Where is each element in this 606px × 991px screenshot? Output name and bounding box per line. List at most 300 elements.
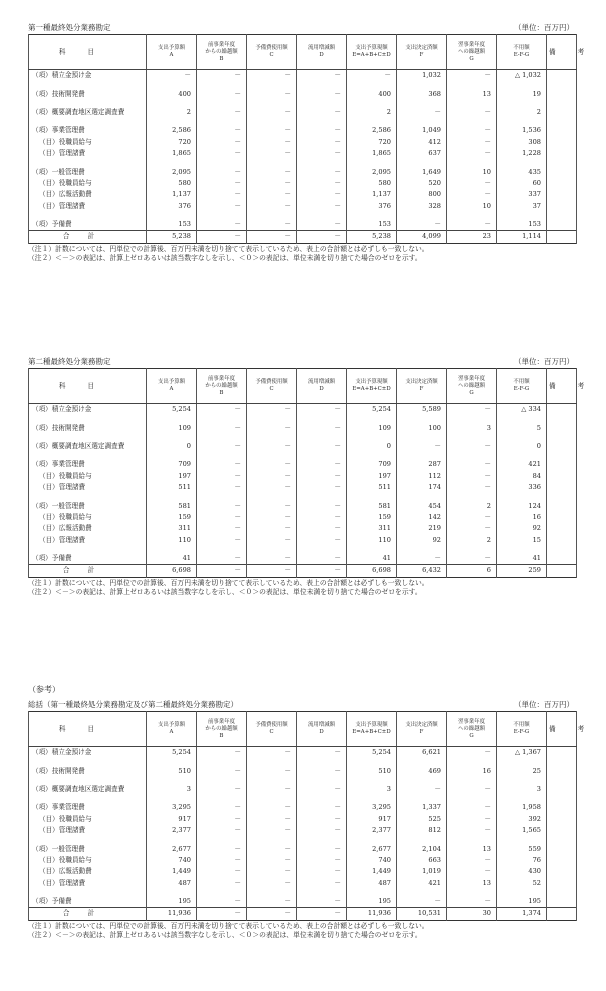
value-cell: － — [197, 512, 247, 523]
header-transfer — [297, 712, 347, 747]
value-cell: － — [447, 459, 497, 470]
header-carryover-in-text: 前事業年度 — [208, 375, 235, 382]
value-cell: － — [447, 784, 497, 795]
header-carryover-out-text: 翌事業年度 — [458, 375, 485, 382]
table-row — [29, 878, 577, 889]
value-cell: － — [297, 802, 347, 813]
value-cell: 5,254 — [347, 404, 397, 416]
value-cell: － — [447, 553, 497, 565]
notes — [28, 922, 576, 940]
header-carryover-in-text: からの繰越額 — [205, 48, 238, 55]
row-label: （項）事業管理費 — [29, 125, 147, 136]
value-cell: 5 — [497, 422, 547, 433]
row-label: （項）一般管理費 — [29, 500, 147, 511]
remarks-cell — [547, 908, 577, 920]
header-expenditure-text: F — [419, 729, 424, 735]
value-cell: － — [247, 422, 297, 433]
value-cell: 159 — [147, 512, 197, 523]
row-label: （項）概要調査地区選定調査費 — [29, 107, 147, 118]
table-caption — [28, 22, 576, 34]
value-cell: － — [247, 70, 297, 82]
table-row — [29, 482, 577, 493]
row-label: （項）一般管理費 — [29, 166, 147, 177]
header-budget-text: A — [169, 729, 174, 735]
value-cell: 2 — [347, 107, 397, 118]
value-cell: 3 — [147, 784, 197, 795]
value-cell: 328 — [397, 201, 447, 212]
value-cell: 13 — [447, 843, 497, 854]
value-cell: 5,254 — [347, 747, 397, 759]
total-value: － — [197, 565, 247, 577]
remarks-cell — [547, 855, 577, 866]
row-label: （項）事業管理費 — [29, 802, 147, 813]
remarks-cell — [547, 178, 577, 189]
total-value: － — [197, 231, 247, 243]
header-carryover-in-text: 前事業年度 — [208, 718, 235, 725]
header-expenditure — [397, 35, 447, 70]
value-cell: － — [297, 814, 347, 825]
value-cell: 0 — [497, 441, 547, 452]
value-cell: 100 — [397, 422, 447, 433]
reference-heading: （参考） — [28, 685, 60, 694]
value-cell: － — [397, 896, 447, 908]
header-current-budget — [347, 712, 397, 747]
row-label: （目）広報活動費 — [29, 523, 147, 534]
header-remarks — [547, 712, 606, 747]
value-cell: － — [197, 137, 247, 148]
value-cell: － — [247, 765, 297, 776]
value-cell: － — [297, 843, 347, 854]
header-expenditure-text: 支出決定済額 — [405, 722, 438, 728]
value-cell: － — [447, 125, 497, 136]
value-cell: 124 — [497, 500, 547, 511]
table-row — [29, 178, 577, 189]
total-value: 6 — [447, 565, 497, 577]
value-cell: 392 — [497, 814, 547, 825]
total-value: － — [297, 231, 347, 243]
value-cell: － — [447, 814, 497, 825]
value-cell: － — [247, 189, 297, 200]
note-line: （注１）計数については、円単位での計算後、百万円未満を切り捨てて表示しているため、表上の合計額とは必ずしも一致しない。 — [28, 244, 429, 253]
value-cell: － — [247, 404, 297, 416]
value-cell: － — [447, 441, 497, 452]
spacer-row — [29, 795, 577, 802]
value-cell: － — [247, 137, 297, 148]
value-cell: － — [447, 148, 497, 159]
total-value: － — [297, 908, 347, 920]
header-transfer-text: D — [319, 729, 324, 735]
value-cell: － — [447, 855, 497, 866]
value-cell: － — [297, 512, 347, 523]
value-cell: 5,589 — [397, 404, 447, 416]
value-cell: 197 — [147, 471, 197, 482]
spacer-row — [29, 546, 577, 553]
value-cell: 153 — [147, 219, 197, 231]
header-carryover-out-text: G — [469, 389, 474, 396]
value-cell: － — [397, 784, 447, 795]
table-row — [29, 855, 577, 866]
note-line: （注１）計数については、円単位での計算後、百万円未満を切り捨てて表示しているため、表上の合計額とは必ずしも一致しない。 — [28, 578, 429, 587]
table-row — [29, 137, 577, 148]
total-value: － — [247, 908, 297, 920]
header-expenditure — [397, 712, 447, 747]
table-title: 第一種最終処分業務勘定 — [28, 23, 111, 32]
value-cell: 112 — [397, 471, 447, 482]
value-cell: 10 — [447, 166, 497, 177]
value-cell: － — [447, 189, 497, 200]
header-reserve-text: C — [269, 52, 274, 58]
remarks-cell — [547, 512, 577, 523]
value-cell: 2 — [147, 107, 197, 118]
header-carryover-out-text: G — [469, 55, 474, 62]
value-cell: － — [297, 404, 347, 416]
table-row — [29, 201, 577, 212]
value-cell: 454 — [397, 500, 447, 511]
header-transfer — [297, 35, 347, 70]
value-cell: － — [447, 802, 497, 813]
total-value: 259 — [497, 565, 547, 577]
header-budget-text: A — [169, 52, 174, 58]
value-cell: 511 — [347, 482, 397, 493]
value-cell: － — [197, 441, 247, 452]
header-reserve-text: C — [269, 729, 274, 735]
value-cell: － — [447, 512, 497, 523]
header-transfer-text: D — [319, 386, 324, 392]
value-cell: － — [297, 855, 347, 866]
table-row — [29, 784, 577, 795]
value-cell: 1,049 — [397, 125, 447, 136]
row-label: （目）役職員給与 — [29, 855, 147, 866]
header-remarks-text: 備考 — [549, 381, 606, 390]
spacer-row — [29, 415, 577, 422]
row-label: （目）広報活動費 — [29, 866, 147, 877]
row-label: （目）役職員給与 — [29, 471, 147, 482]
row-label: （項）予備費 — [29, 553, 147, 565]
value-cell: 709 — [347, 459, 397, 470]
value-cell: 525 — [397, 814, 447, 825]
total-value: － — [247, 231, 297, 243]
value-cell: － — [447, 482, 497, 493]
value-cell: － — [247, 855, 297, 866]
value-cell: － — [197, 784, 247, 795]
total-row — [29, 231, 577, 243]
row-label: （目）役職員給与 — [29, 178, 147, 189]
value-cell: － — [197, 471, 247, 482]
header-expenditure-text: F — [419, 52, 424, 58]
table-row — [29, 747, 577, 759]
value-cell: 2,095 — [347, 166, 397, 177]
header-transfer-text: D — [319, 52, 324, 58]
value-cell: － — [297, 88, 347, 99]
value-cell: 92 — [497, 523, 547, 534]
value-cell: 84 — [497, 471, 547, 482]
remarks-cell — [547, 137, 577, 148]
value-cell: － — [447, 471, 497, 482]
value-cell: － — [297, 535, 347, 546]
value-cell: 41 — [147, 553, 197, 565]
header-carryover-in-text: B — [219, 732, 224, 739]
value-cell: 109 — [347, 422, 397, 433]
value-cell: － — [247, 535, 297, 546]
value-cell: － — [247, 107, 297, 118]
table-row — [29, 404, 577, 416]
value-cell: － — [447, 747, 497, 759]
header-carryover-out-text: 翌事業年度 — [458, 41, 485, 48]
value-cell: 92 — [397, 535, 447, 546]
value-cell: － — [447, 896, 497, 908]
table-caption — [28, 356, 576, 368]
value-cell: － — [197, 148, 247, 159]
value-cell: 159 — [347, 512, 397, 523]
value-cell: － — [197, 88, 247, 99]
spacer-row — [29, 81, 577, 88]
header-remarks-text: 備考 — [549, 724, 606, 733]
table-row — [29, 512, 577, 523]
value-cell: － — [297, 137, 347, 148]
spacer-row — [29, 434, 577, 441]
table-row — [29, 866, 577, 877]
value-cell: 110 — [147, 535, 197, 546]
row-label: （項）予備費 — [29, 896, 147, 908]
value-cell: － — [197, 404, 247, 416]
header-expenditure — [397, 369, 447, 404]
remarks-cell — [547, 896, 577, 908]
header-carryover-out-text: G — [469, 732, 474, 739]
header-expenditure-text: 支出決定済額 — [405, 379, 438, 385]
remarks-cell — [547, 802, 577, 813]
value-cell: 1,228 — [497, 148, 547, 159]
header-current-budget-text: E=A+B+C±D — [352, 729, 391, 735]
table-row — [29, 896, 577, 908]
total-value: 4,099 — [397, 231, 447, 243]
spacer-row — [29, 159, 577, 166]
table-row — [29, 422, 577, 433]
value-cell: － — [197, 107, 247, 118]
remarks-cell — [547, 814, 577, 825]
remarks-cell — [547, 843, 577, 854]
header-reserve-text: C — [269, 386, 274, 392]
row-label: （目）管理諸費 — [29, 825, 147, 836]
value-cell: － — [347, 70, 397, 82]
value-cell: 1,865 — [347, 148, 397, 159]
value-cell: － — [197, 422, 247, 433]
value-cell: 153 — [497, 219, 547, 231]
value-cell: 109 — [147, 422, 197, 433]
total-value: 6,698 — [347, 565, 397, 577]
value-cell: 800 — [397, 189, 447, 200]
header-carryover-out-text: への繰越額 — [458, 725, 485, 732]
row-label: （項）技術開発費 — [29, 88, 147, 99]
table-section-3 — [28, 699, 606, 940]
value-cell: － — [447, 866, 497, 877]
value-cell: 581 — [147, 500, 197, 511]
value-cell: － — [247, 441, 297, 452]
spacer-row — [29, 758, 577, 765]
header-unused — [497, 35, 547, 70]
value-cell: 142 — [397, 512, 447, 523]
remarks-cell — [547, 878, 577, 889]
value-cell: 917 — [347, 814, 397, 825]
remarks-cell — [547, 535, 577, 546]
header-expenditure-text: F — [419, 386, 424, 392]
note-line: （注２）＜－＞の表記は、計算上ゼロあるいは該当数字なしを示し、＜０＞の表記は、単位未満を切り捨てた場合のゼロを示す。 — [28, 253, 422, 262]
value-cell: － — [297, 166, 347, 177]
table-row — [29, 166, 577, 177]
table-row — [29, 523, 577, 534]
header-row — [29, 712, 577, 747]
value-cell: － — [197, 201, 247, 212]
header-budget-text: 支出予算額 — [158, 722, 185, 728]
value-cell: － — [197, 70, 247, 82]
value-cell: 812 — [397, 825, 447, 836]
value-cell: － — [247, 553, 297, 565]
table-row — [29, 107, 577, 118]
total-label: 合計 — [29, 908, 147, 920]
value-cell: － — [247, 814, 297, 825]
header-transfer — [297, 369, 347, 404]
value-cell: 195 — [147, 896, 197, 908]
value-cell: － — [247, 148, 297, 159]
value-cell: 637 — [397, 148, 447, 159]
spacer-row — [29, 777, 577, 784]
value-cell: 421 — [497, 459, 547, 470]
remarks-cell — [547, 189, 577, 200]
remarks-cell — [547, 482, 577, 493]
value-cell: － — [197, 166, 247, 177]
value-cell: 287 — [397, 459, 447, 470]
value-cell: － — [447, 70, 497, 82]
table-row — [29, 535, 577, 546]
budget-table — [28, 711, 606, 921]
notes — [28, 579, 576, 597]
row-label: （目）管理諸費 — [29, 482, 147, 493]
value-cell: － — [247, 125, 297, 136]
remarks-cell — [547, 784, 577, 795]
value-cell: － — [247, 178, 297, 189]
value-cell: － — [247, 201, 297, 212]
row-label: （項）一般管理費 — [29, 843, 147, 854]
spacer-row — [29, 212, 577, 219]
header-carryover-in — [197, 712, 247, 747]
value-cell: 0 — [147, 441, 197, 452]
value-cell: － — [297, 553, 347, 565]
remarks-cell — [547, 201, 577, 212]
value-cell: － — [297, 482, 347, 493]
header-current-budget-text: E=A+B+C±D — [352, 386, 391, 392]
value-cell: － — [297, 825, 347, 836]
value-cell: 2 — [497, 107, 547, 118]
value-cell: 510 — [347, 765, 397, 776]
value-cell: － — [247, 825, 297, 836]
value-cell: － — [247, 784, 297, 795]
value-cell: － — [247, 459, 297, 470]
value-cell: 1,337 — [397, 802, 447, 813]
header-carryover-out — [447, 35, 497, 70]
unit-label: （単位：百万円） — [514, 700, 574, 709]
value-cell: 1,019 — [397, 866, 447, 877]
table-row — [29, 441, 577, 452]
value-cell: － — [247, 896, 297, 908]
value-cell: 110 — [347, 535, 397, 546]
header-unused — [497, 712, 547, 747]
header-subject — [29, 369, 147, 404]
value-cell: 2,377 — [147, 825, 197, 836]
value-cell: 1,958 — [497, 802, 547, 813]
value-cell: － — [297, 125, 347, 136]
spacer-row — [29, 493, 577, 500]
value-cell: － — [247, 471, 297, 482]
value-cell: 412 — [397, 137, 447, 148]
header-carryover-out — [447, 369, 497, 404]
value-cell: － — [197, 878, 247, 889]
value-cell: 581 — [347, 500, 397, 511]
value-cell: － — [197, 535, 247, 546]
value-cell: － — [197, 189, 247, 200]
value-cell: － — [197, 482, 247, 493]
header-budget — [147, 35, 197, 70]
value-cell: 13 — [447, 88, 497, 99]
value-cell: － — [247, 166, 297, 177]
value-cell: － — [297, 201, 347, 212]
header-reserve — [247, 369, 297, 404]
row-label: （項）積立金預け金 — [29, 404, 147, 416]
value-cell: 3 — [347, 784, 397, 795]
table-row — [29, 189, 577, 200]
table-row — [29, 459, 577, 470]
remarks-cell — [547, 125, 577, 136]
value-cell: － — [447, 137, 497, 148]
table-row — [29, 553, 577, 565]
remarks-cell — [547, 459, 577, 470]
value-cell: － — [197, 459, 247, 470]
value-cell: － — [247, 88, 297, 99]
value-cell: － — [247, 523, 297, 534]
value-cell: 740 — [347, 855, 397, 866]
header-subject — [29, 712, 147, 747]
spacer-row — [29, 118, 577, 125]
value-cell: － — [297, 70, 347, 82]
header-reserve — [247, 35, 297, 70]
value-cell: － — [297, 500, 347, 511]
header-subject-text: 科目 — [58, 381, 117, 390]
value-cell: － — [247, 512, 297, 523]
value-cell: － — [297, 896, 347, 908]
value-cell: 740 — [147, 855, 197, 866]
value-cell: 487 — [347, 878, 397, 889]
value-cell: － — [197, 765, 247, 776]
value-cell: 1,865 — [147, 148, 197, 159]
header-budget-text: 支出予算額 — [158, 45, 185, 51]
total-value: － — [297, 565, 347, 577]
value-cell: 2 — [447, 535, 497, 546]
header-carryover-in-text: 前事業年度 — [208, 41, 235, 48]
value-cell: 16 — [497, 512, 547, 523]
budget-table — [28, 368, 606, 578]
value-cell: 0 — [347, 441, 397, 452]
table-section-2 — [28, 356, 606, 597]
value-cell: － — [297, 459, 347, 470]
header-unused-text: 不用額 — [513, 722, 530, 728]
header-carryover-in — [197, 369, 247, 404]
unit-label: （単位：百万円） — [514, 357, 574, 366]
value-cell: － — [197, 896, 247, 908]
value-cell: 19 — [497, 88, 547, 99]
header-reserve-text: 予備費使用額 — [255, 379, 288, 385]
value-cell: － — [197, 747, 247, 759]
header-subject-text: 科目 — [58, 47, 117, 56]
value-cell: － — [197, 825, 247, 836]
value-cell: － — [247, 802, 297, 813]
